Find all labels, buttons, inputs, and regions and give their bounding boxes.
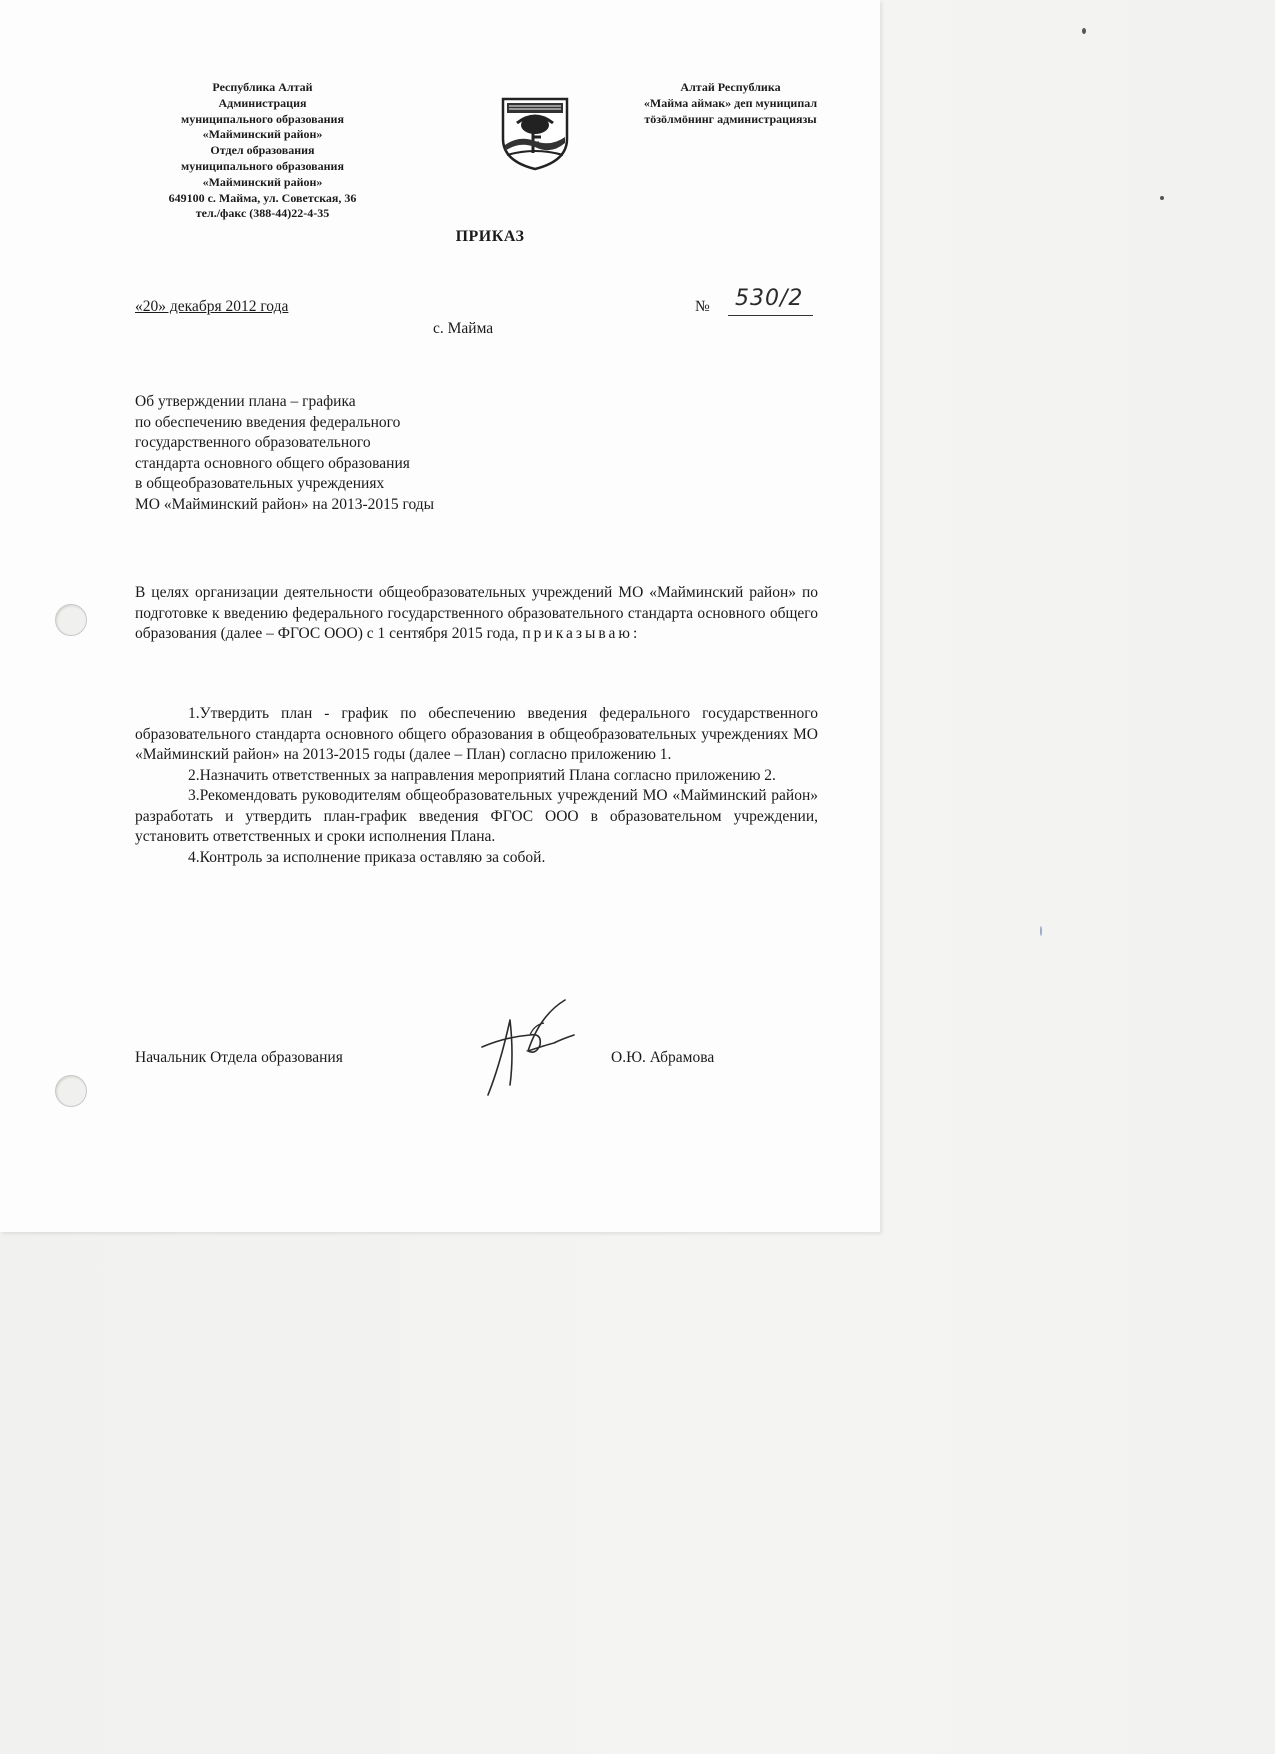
document-number-handwritten: 530/2 xyxy=(735,286,804,311)
header-right-line: тöзöлмöнинг администрациязы xyxy=(644,111,817,126)
header-right-block xyxy=(598,80,863,127)
header-left-line: «Майминский район» xyxy=(202,174,323,189)
order-item: 3.Рекомендовать руководителям общеобразовательных учреждений МО «Майминский район» разработать и утвердить план-график введения ФГОС ООО в образовательном учреждении, установить ответственных и сроки исполнения Плана. xyxy=(135,787,818,845)
header-right-line: Алтай Республика xyxy=(680,80,781,94)
subject-line: в общеобразовательных учреждениях xyxy=(135,475,385,492)
header-left-line: 649100 с. Майма, ул. Советская, 36 xyxy=(168,190,357,205)
intro-paragraph xyxy=(135,583,818,645)
order-item: 4.Контроль за исполнение приказа оставляю за собой. xyxy=(188,848,546,866)
subject-line: Об утверждении плана – графика xyxy=(135,393,356,410)
order-item: 2.Назначить ответственных за направления мероприятий Плана согласно приложению 2. xyxy=(188,766,776,784)
document-date: «20» декабря 2012 года xyxy=(135,298,289,315)
document-number-label: № xyxy=(695,298,710,315)
order-items xyxy=(135,704,818,868)
punch-hole xyxy=(55,1075,87,1107)
subject-line: по обеспечению введения федерального xyxy=(135,413,401,431)
coat-of-arms-icon xyxy=(497,95,573,171)
document-sheet xyxy=(0,0,880,1232)
punch-hole xyxy=(55,604,87,636)
handwritten-signature xyxy=(470,995,585,1105)
order-item: 1.Утвердить план - график по обеспечению введения федерального государственного образовательного стандарта основного общего образования в общеобразовательных учреждениях МО «Майминский район» на 2013-2015 годы (далее – План) согласно приложению 1. xyxy=(135,705,818,763)
header-left-line: муниципального образования xyxy=(181,111,344,126)
subject-line: государственного образовательного xyxy=(135,434,371,451)
scan-speck xyxy=(1082,28,1086,34)
document-subject xyxy=(135,392,575,515)
signatory-name: О.Ю. Абрамова xyxy=(611,1049,715,1066)
document-place: с. Майма xyxy=(433,320,494,337)
header-left-line: Администрация xyxy=(218,95,307,110)
scan-speck xyxy=(1040,926,1042,936)
header-left-line: «Майминский район» xyxy=(202,127,323,142)
intro-text: В целях организации деятельности общеобразовательных учреждений МО «Майминский район» по подготовке к введению федерального государственного образовательного стандарта основного общего образования (далее – ФГОС ООО) с 1 сентября 2015 года, xyxy=(135,584,818,642)
header-right-line: «Майма аймак» деп муниципал xyxy=(643,95,818,110)
signatory-position: Начальник Отдела образования xyxy=(135,1049,343,1066)
header-left-line: Республика Алтай xyxy=(212,80,313,94)
header-left-line: муниципального образования xyxy=(181,158,344,173)
subject-line: стандарта основного общего образования xyxy=(135,454,410,472)
header-left-block xyxy=(135,80,390,222)
header-left-line: Отдел образования xyxy=(210,143,315,158)
number-underline xyxy=(728,315,813,316)
document-title: ПРИКАЗ xyxy=(455,228,525,245)
header-left-line: тел./факс (388-44)22-4-35 xyxy=(195,206,330,221)
order-word: приказываю: xyxy=(522,625,641,642)
scan-speck xyxy=(1160,196,1164,200)
subject-line: МО «Майминский район» на 2013-2015 годы xyxy=(135,495,435,513)
